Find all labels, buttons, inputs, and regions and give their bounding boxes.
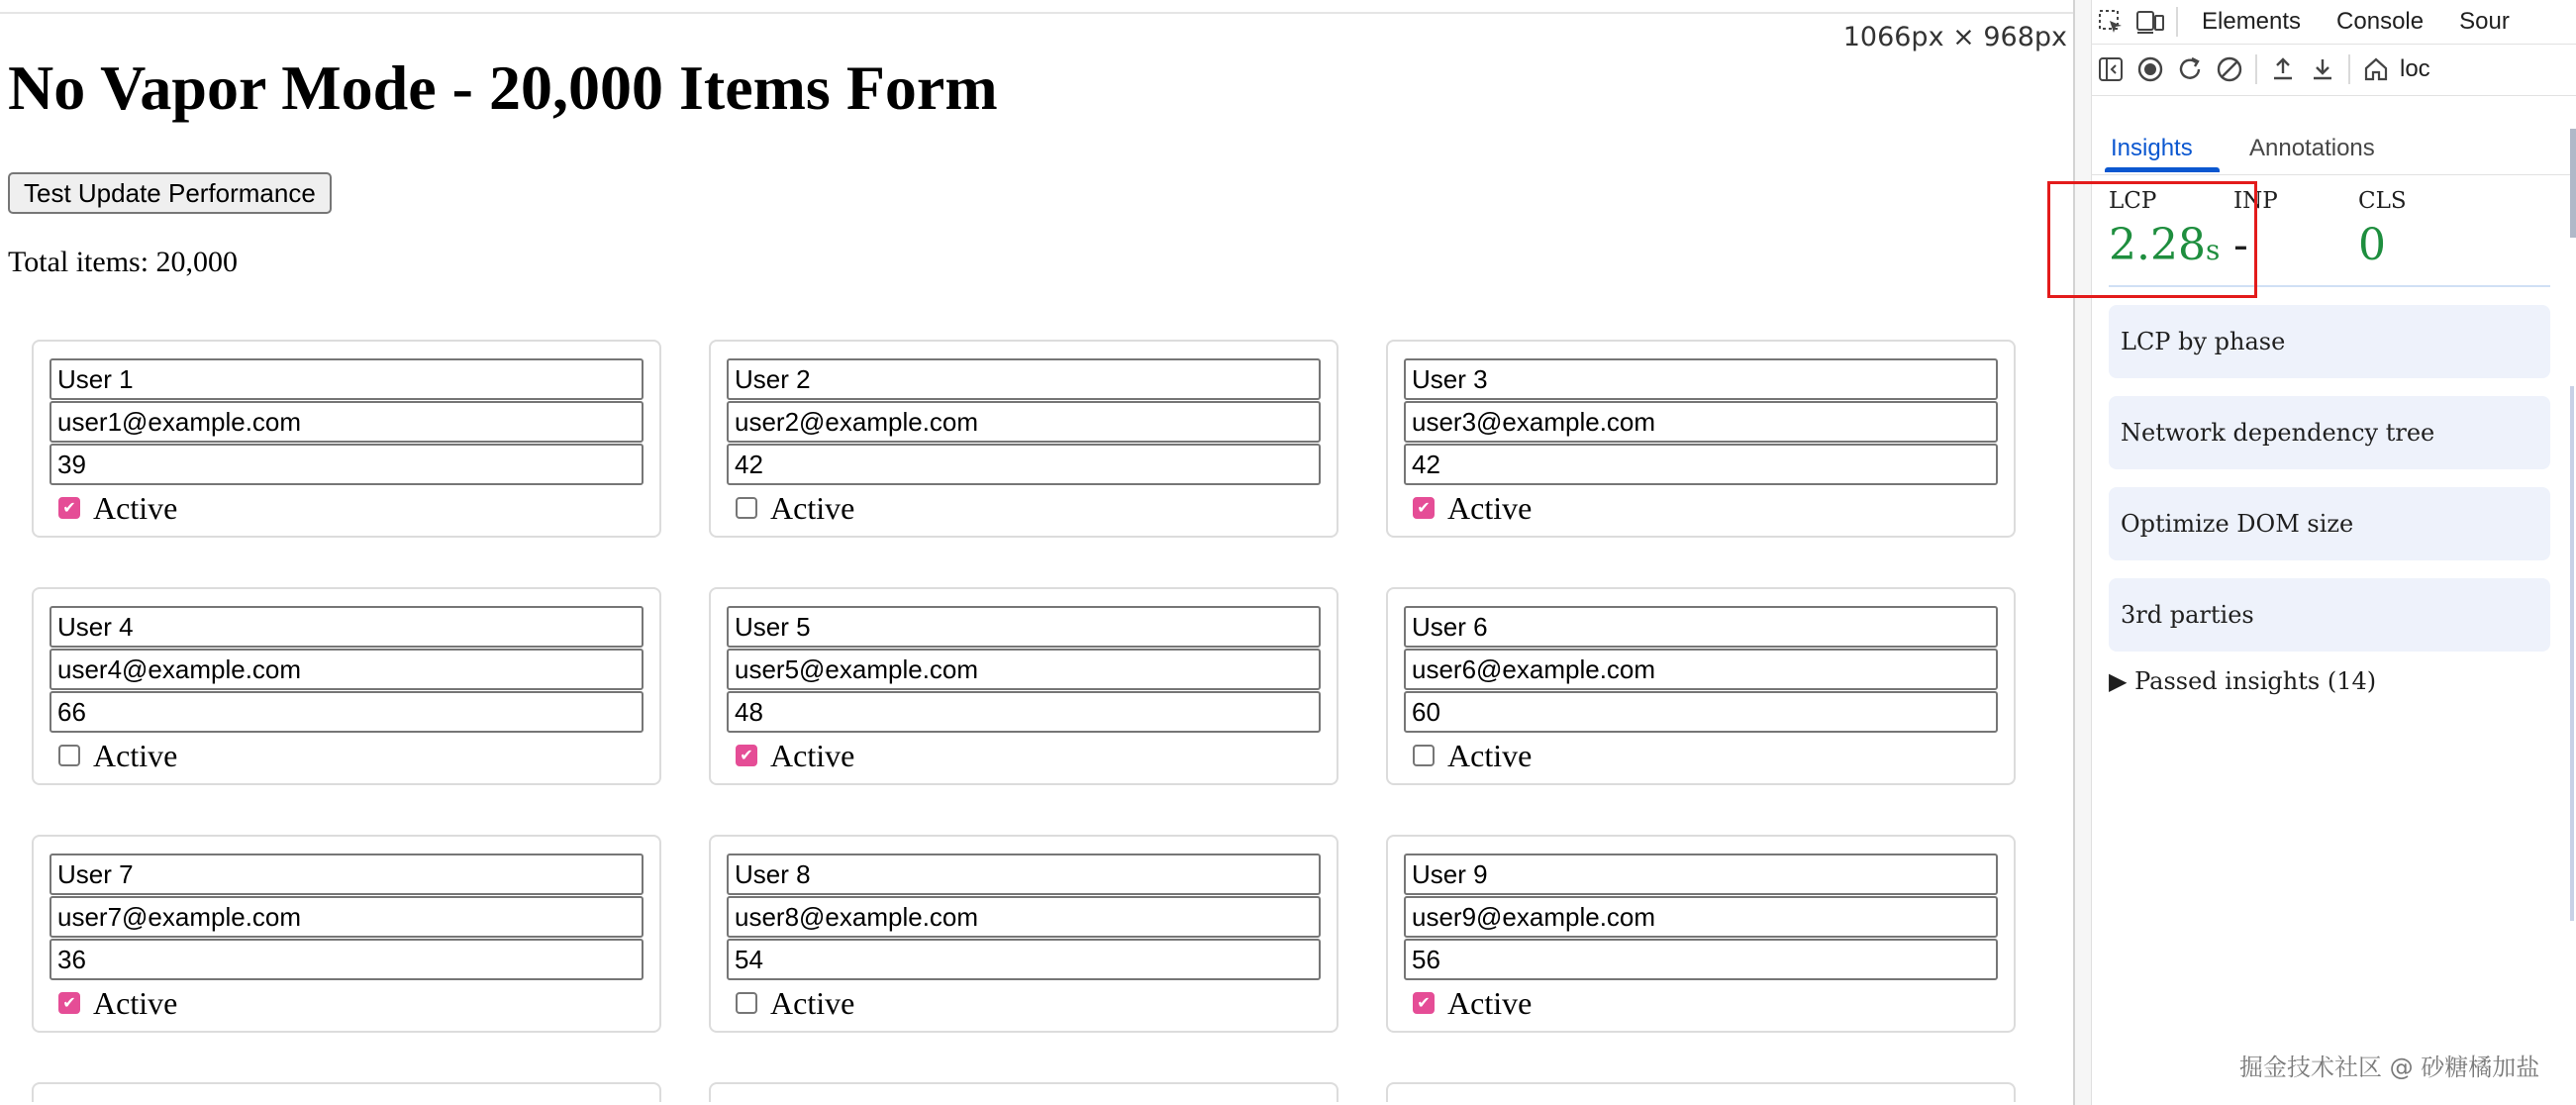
age-field[interactable] bbox=[727, 939, 1321, 980]
active-checkbox[interactable]: ✔ bbox=[1413, 992, 1435, 1014]
active-label: Active bbox=[1447, 489, 1533, 526]
name-field[interactable] bbox=[727, 854, 1321, 895]
age-field[interactable] bbox=[50, 939, 644, 980]
tab-console[interactable]: Console bbox=[2336, 8, 2425, 35]
tab-sources[interactable]: Sour bbox=[2459, 8, 2510, 35]
active-label: Active bbox=[1447, 984, 1533, 1021]
devtools-scroll-track bbox=[2570, 386, 2574, 921]
active-checkbox[interactable] bbox=[736, 992, 757, 1014]
active-label: Active bbox=[93, 737, 178, 773]
active-checkbox[interactable] bbox=[58, 745, 80, 766]
email-field[interactable] bbox=[1404, 649, 1998, 690]
devtools-scrollbar[interactable] bbox=[2570, 129, 2576, 238]
active-label: Active bbox=[1447, 737, 1533, 773]
annotation-highlight-box bbox=[2047, 181, 2257, 298]
devtools-resize-handle[interactable] bbox=[2075, 0, 2092, 1105]
devtools-main-toolbar bbox=[2091, 0, 2576, 45]
name-field[interactable] bbox=[50, 854, 644, 895]
viewport-top-border bbox=[0, 12, 2073, 14]
insight-optimize-dom-size[interactable]: Optimize DOM size bbox=[2109, 487, 2550, 560]
age-field[interactable] bbox=[727, 444, 1321, 485]
insights-subtabs bbox=[2091, 123, 2576, 175]
test-update-performance-button[interactable]: Test Update Performance bbox=[8, 172, 332, 214]
active-label: Active bbox=[770, 737, 855, 773]
url-selector[interactable]: loc bbox=[2400, 55, 2430, 82]
name-field[interactable] bbox=[1404, 854, 1998, 895]
toolbar-separator bbox=[2176, 7, 2178, 37]
user-card bbox=[709, 835, 1338, 1033]
user-card-grid bbox=[32, 340, 2012, 1102]
tab-elements[interactable]: Elements bbox=[2202, 8, 2302, 35]
age-field[interactable] bbox=[1404, 939, 1998, 980]
name-field[interactable] bbox=[727, 358, 1321, 400]
user-card bbox=[709, 587, 1338, 785]
performance-toolbar bbox=[2091, 44, 2576, 96]
user-card-partial bbox=[709, 1082, 1338, 1102]
subtab-annotations[interactable]: Annotations bbox=[2249, 135, 2375, 161]
email-field[interactable] bbox=[727, 896, 1321, 938]
age-field[interactable] bbox=[1404, 691, 1998, 733]
lcp-label: LCP bbox=[2109, 188, 2157, 214]
email-field[interactable] bbox=[50, 896, 644, 938]
user-card bbox=[32, 587, 661, 785]
page-title: No Vapor Mode - 20,000 Items Form bbox=[8, 52, 998, 123]
subtab-active-indicator bbox=[2105, 167, 2220, 172]
active-label: Active bbox=[770, 489, 855, 526]
cls-label: CLS bbox=[2358, 188, 2407, 214]
active-checkbox[interactable] bbox=[736, 497, 757, 519]
viewport-size-readout: 1066px × 968px bbox=[1842, 22, 2067, 52]
name-field[interactable] bbox=[1404, 358, 1998, 400]
toolbar-separator bbox=[2255, 54, 2257, 84]
email-field[interactable] bbox=[1404, 401, 1998, 443]
user-card bbox=[1386, 340, 2016, 538]
inp-label: INP bbox=[2233, 188, 2278, 214]
user-card bbox=[32, 340, 661, 538]
email-field[interactable] bbox=[727, 649, 1321, 690]
age-field[interactable] bbox=[727, 691, 1321, 733]
record-icon[interactable] bbox=[2130, 50, 2170, 89]
insight-3rd-parties[interactable]: 3rd parties bbox=[2109, 578, 2550, 652]
active-label: Active bbox=[770, 984, 855, 1021]
active-label: Active bbox=[93, 489, 178, 526]
upload-icon[interactable] bbox=[2263, 50, 2303, 89]
clear-icon[interactable] bbox=[2210, 50, 2249, 89]
name-field[interactable] bbox=[1404, 606, 1998, 648]
name-field[interactable] bbox=[50, 358, 644, 400]
home-icon[interactable] bbox=[2356, 50, 2396, 89]
sidebar-toggle-icon[interactable] bbox=[2091, 50, 2130, 89]
inp-value: - bbox=[2233, 220, 2248, 270]
lcp-number: 2.28 bbox=[2109, 220, 2206, 270]
watermark-text: 掘金技术社区 @ 砂糖橘加盐 bbox=[2239, 1054, 2540, 1081]
user-card-partial bbox=[32, 1082, 661, 1102]
name-field[interactable] bbox=[50, 606, 644, 648]
email-field[interactable] bbox=[50, 649, 644, 690]
active-checkbox[interactable] bbox=[1413, 745, 1435, 766]
active-label: Active bbox=[93, 984, 178, 1021]
user-card bbox=[32, 835, 661, 1033]
download-icon[interactable] bbox=[2303, 50, 2342, 89]
active-checkbox[interactable]: ✔ bbox=[1413, 497, 1435, 519]
device-toolbar-icon[interactable] bbox=[2130, 2, 2170, 42]
user-card-partial bbox=[1386, 1082, 2016, 1102]
lcp-unit: s bbox=[2205, 234, 2221, 266]
active-checkbox[interactable]: ✔ bbox=[58, 497, 80, 519]
email-field[interactable] bbox=[727, 401, 1321, 443]
reload-icon[interactable] bbox=[2170, 50, 2210, 89]
passed-insights-toggle[interactable]: ▶ Passed insights (14) bbox=[2109, 667, 2377, 695]
email-field[interactable] bbox=[1404, 896, 1998, 938]
subtab-insights[interactable]: Insights bbox=[2111, 135, 2193, 161]
active-checkbox[interactable]: ✔ bbox=[58, 992, 80, 1014]
insight-network-dependency-tree[interactable]: Network dependency tree bbox=[2109, 396, 2550, 469]
age-field[interactable] bbox=[1404, 444, 1998, 485]
age-field[interactable] bbox=[50, 444, 644, 485]
age-field[interactable] bbox=[50, 691, 644, 733]
name-field[interactable] bbox=[727, 606, 1321, 648]
email-field[interactable] bbox=[50, 401, 644, 443]
inspect-element-icon[interactable] bbox=[2091, 2, 2130, 42]
cls-value[interactable]: 0 bbox=[2358, 220, 2386, 270]
active-checkbox[interactable]: ✔ bbox=[736, 745, 757, 766]
user-card bbox=[709, 340, 1338, 538]
user-card bbox=[1386, 835, 2016, 1033]
total-items-text: Total items: 20,000 bbox=[8, 246, 239, 278]
user-card bbox=[1386, 587, 2016, 785]
toolbar-separator bbox=[2348, 54, 2350, 84]
insight-lcp-by-phase[interactable]: LCP by phase bbox=[2109, 305, 2550, 378]
